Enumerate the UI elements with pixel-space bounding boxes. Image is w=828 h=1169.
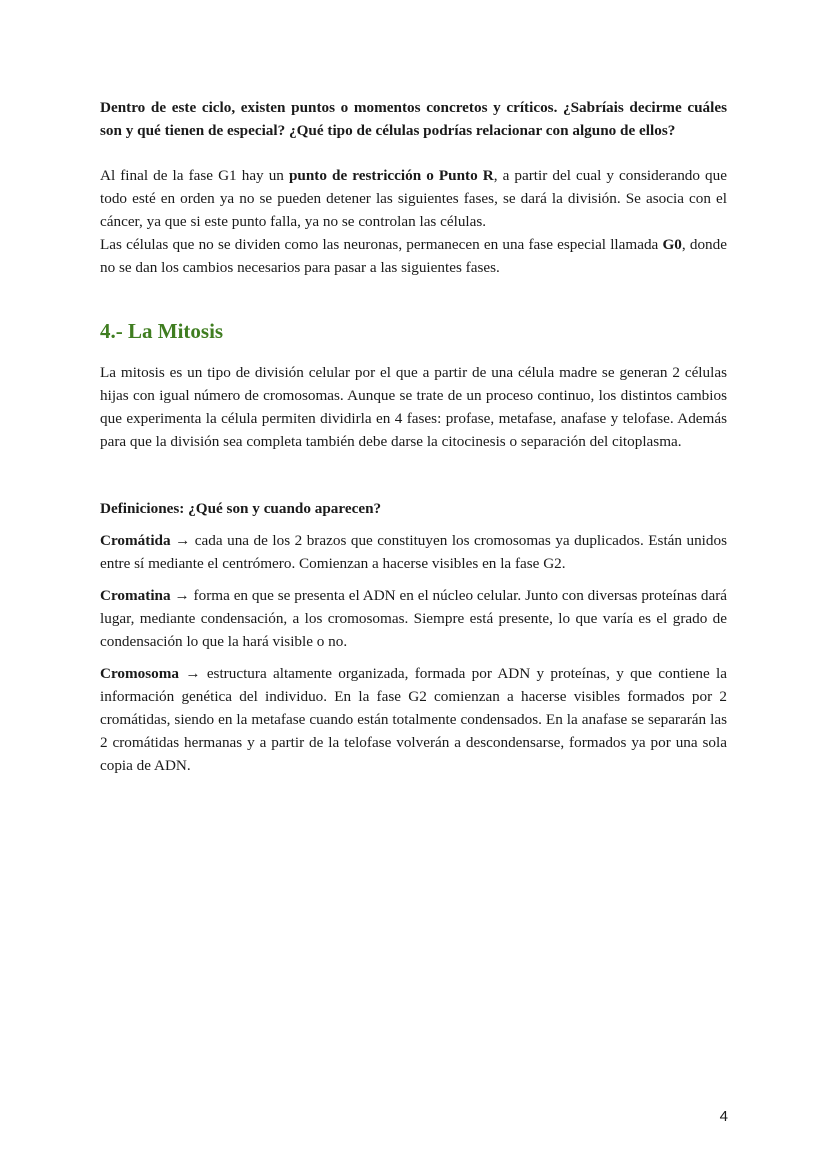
page-number: 4 <box>719 1108 728 1125</box>
definition-cromatina: Cromatina → forma en que se presenta el ADN en el núcleo celular. Junto con diversas proteínas dará lugar, mediante condensación, a los cromosomas. Siempre está presente, lo que varía es el grado de condensación lo que la hará visible o no. <box>100 587 728 650</box>
document-page <box>100 96 727 786</box>
answer-paragraph-2: Las células que no se dividen como las neuronas, permanecen en una fase especial llamada G0, donde no se dan los cambios necesarios para pasar a las siguientes fases. <box>100 236 727 276</box>
question-paragraph: Dentro de este ciclo, existen puntos o momentos concretos y críticos. ¿Sabríais decirme cuáles son y qué tienen de especial? ¿Qué tipo de células podrías relacionar con alguno de ellos? <box>100 99 727 139</box>
mitosis-intro: La mitosis es un tipo de división celular por el que a partir de una célula madre se generan 2 células hijas con igual número de cromosomas. Aunque se trate de un proceso continuo, los distintos cambios que experimenta la célula permiten dividirla en 4 fases: profase, metafase, anafase y telofase. Además para que la división sea completa también debe darse la citocinesis o separación del citoplasma. <box>100 364 727 450</box>
definition-cromosoma: Cromosoma → estructura altamente organizada, formada por ADN y proteínas, y que contiene la información genética del individuo. En la fase G2 comienzan a hacerse visibles formados por 2 cromátidas, siendo en la metafase cuando están totalmente condensados. En la anafase se separarán las 2 cromátidas hermanas y a partir de la telofase volverán a descondensarse, formados ya por una sola copia de ADN. <box>100 665 728 774</box>
section-heading: 4.- La Mitosis <box>100 319 224 343</box>
definitions-heading: Definiciones: ¿Qué son y cuando aparecen? <box>100 500 382 517</box>
answer-paragraph-1: Al final de la fase G1 hay un punto de restricción o Punto R, a partir del cual y considerando que todo esté en orden ya no se pueden detener las siguientes fases, se dará la división. Se asocia con el cáncer, ya que si este punto falla, ya no se controlan las células. <box>100 167 727 230</box>
definition-cromatida: Cromátida → cada una de los 2 brazos que constituyen los cromosomas ya duplicados. Están unidos entre sí mediante el centrómero. Comienzan a hacerse visibles en la fase G2. <box>100 532 728 572</box>
